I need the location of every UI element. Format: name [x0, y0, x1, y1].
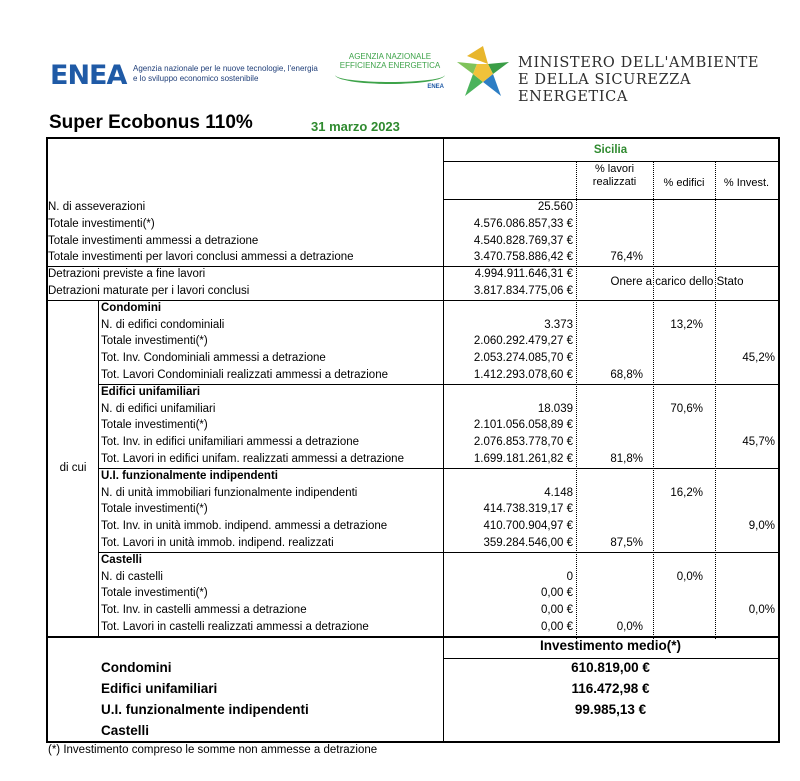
- section-row-value: 0: [566, 570, 573, 583]
- section-pct-edifici: 13,2%: [670, 318, 703, 331]
- general-row-label: Totale investimenti(*): [48, 217, 155, 230]
- section-title: Edifici unifamiliari: [101, 385, 201, 398]
- section-row-label: N. di edifici condominiali: [101, 318, 225, 331]
- section-pct-lavori: 0,0%: [616, 621, 643, 633]
- ministry-line1: MINISTERO DELL'AMBIENTE: [518, 55, 760, 71]
- section-row-label: N. di unità immobiliari funzionalmente indipendenti: [101, 486, 358, 499]
- section-pct-edifici: 0,0%: [676, 570, 703, 583]
- investimento-medio-label: Condomini: [101, 659, 172, 675]
- section-row-value: 1.412.293.078,60 €: [473, 369, 573, 381]
- investimento-medio-header: Investimento medio(*): [539, 637, 682, 653]
- section-row-label: Totale investimenti(*): [101, 587, 208, 600]
- section-title: Condomini: [101, 301, 162, 314]
- section-row-label: Tot. Lavori in castelli realizzati ammessi a detrazione: [101, 621, 369, 633]
- di-cui-label: di cui: [59, 461, 87, 474]
- section-bottom-line: [98, 552, 778, 553]
- section-row-label: Tot. Lavori Condominiali realizzati ammessi a detrazione: [101, 369, 388, 381]
- enea-logo: ENEA: [50, 60, 127, 91]
- investimento-medio-label: Edifici unifamiliari: [101, 680, 218, 696]
- ministry-name: [518, 55, 800, 106]
- col-header-invest: % Invest.: [723, 177, 770, 189]
- general-row-value: 3.470.758.886,42 €: [473, 251, 573, 264]
- section-title: U.I. funzionalmente indipendenti: [101, 469, 278, 482]
- ministry-line2: E DELLA SICUREZZA ENERGETICA: [518, 72, 692, 105]
- agency-small-label: ENEA: [427, 84, 444, 90]
- subsection-left-line: [98, 300, 99, 636]
- report-date: 31 marzo 2023: [311, 119, 400, 134]
- col-divider-invest: [715, 161, 716, 639]
- section-pct-lavori: 81,8%: [610, 453, 643, 465]
- investimento-medio-value: 610.819,00 €: [571, 659, 650, 675]
- general-row-label: Totale investimenti per lavori conclusi ammessi a detrazione: [48, 251, 354, 264]
- investimento-medio-value: 116.472,98 €: [571, 680, 650, 696]
- section-row-value: 359.284.546,00 €: [483, 537, 573, 549]
- section-row-value: 414.738.319,17 €: [483, 503, 573, 516]
- section-row-label: Tot. Lavori in unità immob. indipend. realizzati: [101, 537, 334, 549]
- general-row-value: 4.576.086.857,33 €: [473, 217, 573, 230]
- general-row-label: N. di asseverazioni: [48, 201, 146, 213]
- agency-line2: EFFICIENZA ENERGETICA: [339, 61, 441, 70]
- section-row-value: 2.060.292.479,27 €: [473, 335, 573, 348]
- col-header-lavori: % lavori realizzati: [592, 163, 637, 188]
- section-pct-lavori: 87,5%: [610, 537, 643, 549]
- detrazione-value: 4.994.911.646,31 €: [474, 268, 573, 281]
- section-pct-edifici: 70,6%: [670, 402, 703, 415]
- region-header: Sicilia: [593, 144, 628, 156]
- section-pct-edifici: 16,2%: [670, 486, 703, 499]
- section-row-label: Tot. Inv. Condominiali ammessi a detrazione: [101, 352, 326, 365]
- section-row-label: Totale investimenti(*): [101, 419, 208, 432]
- detrazione-label: Detrazioni previste a fine lavori: [48, 268, 206, 281]
- section-row-value: 3.373: [544, 318, 573, 331]
- section-row-value: 2.076.853.778,70 €: [473, 436, 573, 449]
- section-row-value: 4.148: [544, 486, 573, 499]
- section-row-value: 18.039: [537, 402, 573, 415]
- section-row-label: Tot. Inv. in castelli ammessi a detrazione: [101, 604, 307, 617]
- section-pct-invest: 45,7%: [742, 436, 775, 449]
- col-divider-lavori: [576, 161, 577, 639]
- footnote: (*) Investimento compreso le somme non ammesse a detrazione: [48, 744, 378, 756]
- section-title: Castelli: [101, 553, 142, 566]
- section-row-value: 0,00 €: [541, 587, 573, 600]
- agency-line1: AGENZIA NAZIONALE: [348, 52, 432, 61]
- section-row-label: Tot. Inv. in edifici unifamiliari ammessi a detrazione: [101, 436, 360, 449]
- section-row-value: 410.700.904,97 €: [483, 520, 573, 533]
- section-row-label: Totale investimenti(*): [101, 503, 208, 516]
- section-row-value: 2.053.274.085,70 €: [473, 352, 573, 365]
- agency-logo: [330, 52, 450, 90]
- di-cui-bottom-line: [48, 636, 98, 638]
- section-pct-invest: 45,2%: [742, 352, 775, 365]
- page-title: Super Ecobonus 110%: [49, 112, 253, 133]
- general-row-pct-lavori: 76,4%: [610, 251, 643, 264]
- col-header-edifici: % edifici: [663, 177, 705, 189]
- general-row-value: 4.540.828.769,37 €: [473, 234, 573, 247]
- investimento-medio-label: U.I. funzionalmente indipendenti: [101, 701, 309, 717]
- data-table: [46, 137, 780, 743]
- ministry-star-icon: [455, 44, 511, 98]
- section-row-label: Tot. Inv. in unità immob. indipend. ammessi a detrazione: [101, 520, 388, 533]
- detrazione-label: Detrazioni maturate per i lavori conclusi: [48, 285, 250, 297]
- section-row-value: 2.101.056.058,89 €: [473, 419, 573, 432]
- section-pct-invest: 9,0%: [748, 520, 775, 533]
- investimento-medio-header-line: [443, 658, 778, 659]
- swoosh-icon: [335, 72, 445, 84]
- section-row-label: Tot. Lavori in edifici unifam. realizzati ammessi a detrazione: [101, 453, 404, 465]
- region-header-line: [443, 161, 778, 162]
- general-row-label: Totale investimenti ammessi a detrazione: [48, 234, 259, 247]
- section-row-value: 1.699.181.261,82 €: [473, 453, 573, 465]
- enea-tagline: Agenzia nazionale per le nuove tecnologie, l'energia e lo sviluppo economico sostenibile: [133, 64, 318, 83]
- detrazione-value: 3.817.834.775,06 €: [473, 285, 573, 297]
- investimento-medio-value: 99.985,13 €: [574, 701, 647, 717]
- investimento-medio-label: Castelli: [101, 722, 150, 738]
- section-row-value: 0,00 €: [541, 604, 573, 617]
- general-row-value: 25.560: [537, 201, 573, 213]
- section-row-label: Totale investimenti(*): [101, 335, 208, 348]
- section-row-label: N. di edifici unifamiliari: [101, 402, 216, 415]
- onere-label: Onere a carico dello Stato: [610, 276, 744, 289]
- section-row-value: 0,00 €: [541, 621, 573, 633]
- section-pct-invest: 0,0%: [748, 604, 775, 617]
- section-pct-lavori: 68,8%: [610, 369, 643, 381]
- section-row-label: N. di castelli: [101, 570, 163, 583]
